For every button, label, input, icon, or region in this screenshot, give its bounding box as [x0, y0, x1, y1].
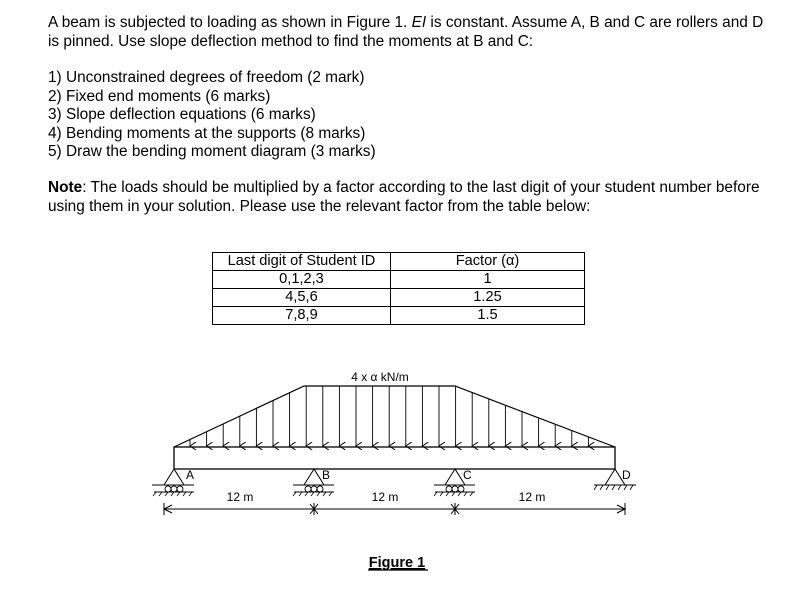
header-factor: Factor (α)	[391, 253, 585, 271]
task-item: 1) Unconstrained degrees of freedom (2 mark)	[48, 69, 365, 86]
intro-ei: EI	[411, 14, 427, 31]
support-label-d: D	[622, 468, 631, 482]
header-student-id: Last digit of Student ID	[213, 253, 391, 271]
factor-table	[212, 252, 585, 325]
span-label-ab: 12 m	[226, 490, 254, 504]
task-list	[48, 69, 768, 162]
intro-text-1: A beam is subjected to loading as shown in Figure 1.	[48, 14, 412, 31]
support-label-c: C	[463, 468, 472, 482]
task-item: 2) Fixed end moments (6 marks)	[48, 87, 271, 105]
load-arrows	[190, 386, 588, 446]
support-label-a: A	[186, 468, 195, 482]
note-text: : The loads should be multiplied by a factor according to the last digit of your student number before using them in your solution. Please use the relevant factor from the table below:	[48, 179, 760, 215]
support-label-b: B	[322, 468, 331, 482]
intro-text-2: is constant. Assume A, B and C are rollers and D is pinned. Use slope deflection method to find the moments at B and C:	[48, 14, 764, 50]
span-label-cd: 12 m	[518, 490, 546, 504]
beam-figure	[0, 360, 792, 597]
table-cell: 1	[391, 271, 585, 289]
span-label-bc: 12 m	[371, 490, 399, 504]
load-label: 4 x α kN/m	[351, 370, 409, 384]
dimension-line	[164, 503, 625, 515]
note-paragraph	[48, 178, 768, 216]
figure-caption: Figure 1	[368, 555, 426, 571]
table-row	[213, 271, 585, 289]
question-intro	[48, 13, 768, 51]
task-item: 4) Bending moments at the supports (8 marks)	[48, 124, 366, 142]
table-cell: 1.5	[391, 307, 585, 325]
table-cell: 0,1,2,3	[213, 271, 391, 289]
note-label: Note	[48, 179, 83, 196]
table-cell: 7,8,9	[213, 307, 391, 325]
beam	[174, 447, 615, 469]
table-row	[213, 307, 585, 325]
task-item: 5) Draw the bending moment diagram (3 marks)	[48, 143, 376, 160]
factor-table-header	[213, 253, 585, 271]
table-cell: 4,5,6	[213, 289, 391, 307]
table-row	[213, 289, 585, 307]
table-cell: 1.25	[391, 289, 585, 307]
task-item: 3) Slope deflection equations (6 marks)	[48, 106, 316, 123]
